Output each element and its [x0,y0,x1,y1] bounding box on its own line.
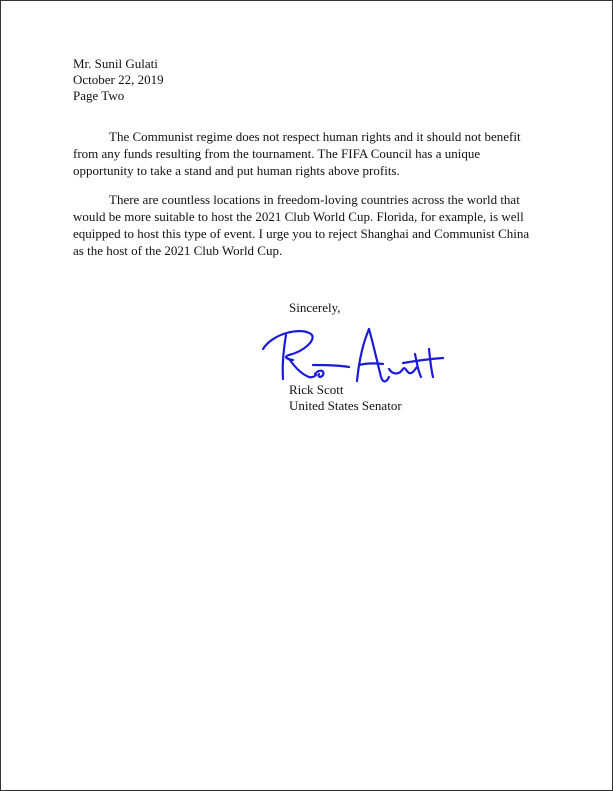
signer-name: Rick Scott [289,382,344,397]
paragraph-line: There are countless locations in freedom-loving countries across the world that [109,192,520,207]
paragraph-line: from any funds resulting from the tournament. The FIFA Council has a unique [73,146,481,161]
signature-block [289,382,402,414]
paragraph-line: equipped to host this type of event. I urge you to reject Shanghai and Communist China [73,226,530,241]
closing-salutation: Sincerely, [289,300,341,315]
paragraph-line: would be more suitable to host the 2021 Club World Cup. Florida, for example, is well [73,209,524,224]
paragraph-1 [73,128,553,179]
signer-title: United States Senator [289,398,402,413]
handwritten-signature [253,319,453,391]
paragraph-line: opportunity to take a stand and put human rights above profits. [73,163,400,178]
paragraph-line: as the host of the 2021 Club World Cup. [73,243,283,258]
page-label: Page Two [73,88,125,103]
paragraph-line: The Communist regime does not respect human rights and it should not benefit [109,129,521,144]
recipient-name: Mr. Sunil Gulati [73,56,158,71]
letter-header [73,56,164,104]
paragraph-2 [73,191,553,259]
letter-date: October 22, 2019 [73,72,164,87]
